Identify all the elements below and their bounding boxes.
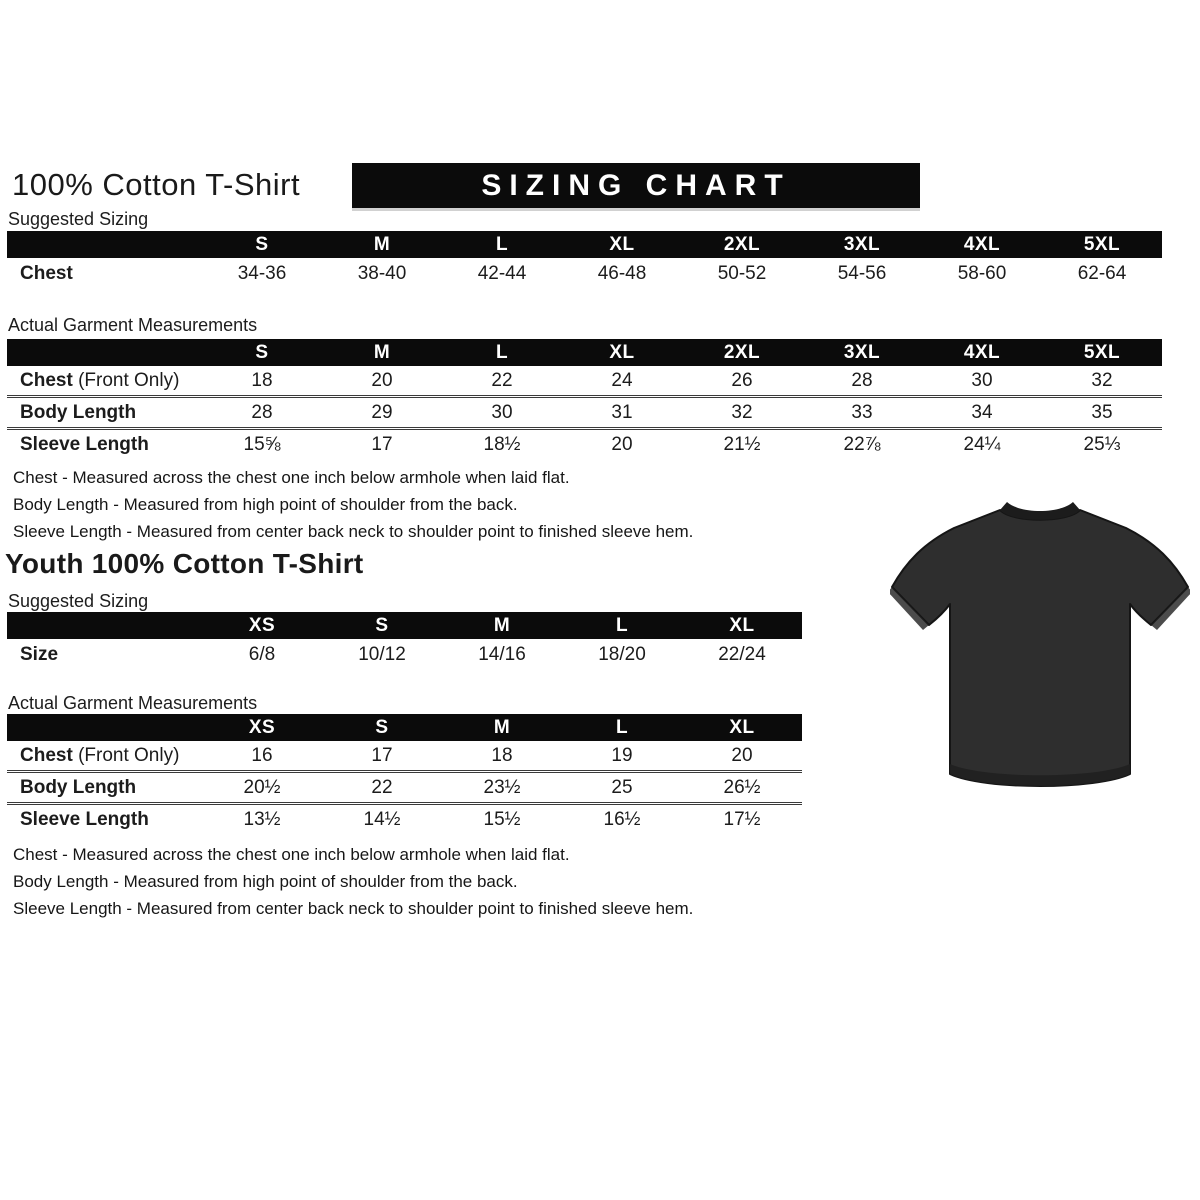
measurement-note: Sleeve Length - Measured from center back neck to shoulder point to finished sleeve hem. — [13, 522, 694, 541]
adult-suggested-sizing-table — [7, 231, 1162, 288]
youth-measurement-notes — [13, 841, 693, 922]
table-cell: 20 — [731, 745, 753, 766]
table-row — [7, 639, 802, 669]
column-header: S — [375, 717, 389, 738]
table-cell: 15½ — [483, 809, 521, 830]
table-cell: 17½ — [723, 809, 761, 830]
adult-suggested-sizing-label: Suggested Sizing — [8, 209, 149, 229]
table-cell: 31 — [611, 402, 633, 423]
column-header: M — [493, 615, 511, 636]
column-header: L — [495, 342, 509, 363]
table-row — [7, 741, 802, 770]
table-cell: 22⅞ — [843, 434, 881, 455]
column-header: XL — [609, 234, 635, 255]
table-cell: 16 — [251, 745, 273, 766]
column-header: 2XL — [723, 342, 761, 363]
table-row — [7, 258, 1162, 288]
column-header: 5XL — [1083, 234, 1121, 255]
table-cell: 22 — [491, 370, 513, 391]
column-header: 4XL — [963, 234, 1001, 255]
row-label: Chest (Front Only) — [20, 745, 180, 766]
column-header: XL — [609, 342, 635, 363]
youth-page-title: Youth 100% Cotton T-Shirt — [5, 548, 364, 579]
column-header: S — [255, 234, 269, 255]
column-header: L — [495, 234, 509, 255]
column-header: M — [373, 342, 391, 363]
column-header: 5XL — [1083, 342, 1121, 363]
adult-garment-measurements-label: Actual Garment Measurements — [8, 315, 258, 335]
table-header-row — [7, 231, 1162, 258]
youth-suggested-sizing-label: Suggested Sizing — [8, 591, 149, 611]
column-header: 3XL — [843, 342, 881, 363]
adult-measurement-notes — [13, 464, 693, 545]
youth-garment-measurements-table — [7, 714, 802, 834]
table-cell: 58-60 — [957, 262, 1007, 284]
column-header: XS — [248, 615, 276, 636]
table-header-row — [7, 612, 802, 639]
row-label: Size — [20, 643, 59, 665]
table-row — [7, 770, 802, 802]
column-header: M — [373, 234, 391, 255]
table-cell: 34 — [971, 402, 993, 423]
table-row — [7, 802, 802, 834]
column-header: S — [255, 342, 269, 363]
measurement-note: Chest - Measured across the chest one inch below armhole when laid flat. — [13, 845, 570, 864]
column-header: 2XL — [723, 234, 761, 255]
row-label-note: (Front Only) — [72, 745, 180, 766]
table-cell: 22/24 — [718, 643, 766, 665]
tshirt-body — [892, 510, 1188, 786]
youth-garment-measurements-label: Actual Garment Measurements — [8, 693, 258, 713]
table-cell: 18 — [251, 370, 273, 391]
table-cell: 10/12 — [358, 643, 406, 665]
page-title: 100% Cotton T-Shirt — [12, 167, 301, 202]
column-header: M — [493, 717, 511, 738]
table-cell: 18 — [491, 745, 513, 766]
column-header: 3XL — [843, 234, 881, 255]
row-label: Sleeve Length — [20, 809, 149, 830]
table-cell: 26 — [731, 370, 753, 391]
table-cell: 32 — [1091, 370, 1113, 391]
table-cell: 20 — [611, 434, 633, 455]
table-cell: 20½ — [243, 777, 281, 798]
youth-suggested-sizing-table — [7, 612, 802, 669]
table-cell: 24 — [611, 370, 633, 391]
table-cell: 17 — [371, 745, 393, 766]
table-cell: 33 — [851, 402, 873, 423]
table-cell: 18½ — [483, 434, 521, 455]
table-header-row — [7, 714, 802, 741]
table-cell: 13½ — [243, 809, 281, 830]
adult-garment-measurements-table — [7, 339, 1162, 459]
column-header: XS — [248, 717, 276, 738]
table-cell: 38-40 — [357, 262, 407, 284]
table-cell: 19 — [611, 745, 633, 766]
table-cell: 54-56 — [837, 262, 887, 284]
sizing-chart-banner-label: SIZING CHART — [481, 168, 791, 202]
table-cell: 16½ — [603, 809, 641, 830]
table-cell: 46-48 — [597, 262, 647, 284]
table-cell: 14/16 — [478, 643, 526, 665]
table-cell: 14½ — [363, 809, 401, 830]
measurement-note: Body Length - Measured from high point of shoulder from the back. — [13, 872, 518, 891]
table-cell: 30 — [491, 402, 513, 423]
black-tshirt-photo — [890, 488, 1190, 806]
column-header: L — [615, 717, 629, 738]
table-row — [7, 427, 1162, 459]
table-cell: 25 — [611, 777, 633, 798]
table-cell: 20 — [371, 370, 393, 391]
measurement-note: Sleeve Length - Measured from center back neck to shoulder point to finished sleeve hem. — [13, 899, 694, 918]
table-cell: 18/20 — [598, 643, 646, 665]
table-cell: 62-64 — [1077, 262, 1127, 284]
table-cell: 21½ — [723, 434, 761, 455]
table-cell: 15⅝ — [243, 434, 281, 455]
table-cell: 6/8 — [248, 643, 276, 665]
column-header: S — [375, 615, 389, 636]
column-header: 4XL — [963, 342, 1001, 363]
measurement-note: Chest - Measured across the chest one inch below armhole when laid flat. — [13, 468, 570, 487]
table-cell: 26½ — [723, 777, 761, 798]
sizing-chart-banner — [352, 163, 920, 208]
table-cell: 32 — [731, 402, 753, 423]
table-cell: 17 — [371, 434, 393, 455]
table-header-row — [7, 339, 1162, 366]
table-cell: 29 — [371, 402, 393, 423]
row-label: Body Length — [20, 402, 137, 423]
row-label: Chest — [20, 262, 73, 284]
table-cell: 28 — [251, 402, 273, 423]
row-label: Body Length — [20, 777, 137, 798]
column-header: L — [615, 615, 629, 636]
row-label: Sleeve Length — [20, 434, 149, 455]
table-cell: 42-44 — [477, 262, 527, 284]
table-cell: 23½ — [483, 777, 521, 798]
table-cell: 24¼ — [963, 434, 1001, 455]
table-cell: 34-36 — [237, 262, 287, 284]
table-row — [7, 395, 1162, 427]
table-cell: 35 — [1091, 402, 1113, 423]
measurement-note: Body Length - Measured from high point of shoulder from the back. — [13, 495, 518, 514]
table-cell: 25⅓ — [1083, 434, 1121, 455]
row-label-note: (Front Only) — [72, 370, 180, 391]
table-cell: 30 — [971, 370, 993, 391]
tshirt-illustration — [890, 488, 1190, 806]
table-cell: 28 — [851, 370, 873, 391]
table-cell: 22 — [371, 777, 393, 798]
row-label: Chest (Front Only) — [20, 370, 180, 391]
table-cell: 50-52 — [717, 262, 767, 284]
column-header: XL — [729, 717, 755, 738]
column-header: XL — [729, 615, 755, 636]
table-row — [7, 366, 1162, 395]
